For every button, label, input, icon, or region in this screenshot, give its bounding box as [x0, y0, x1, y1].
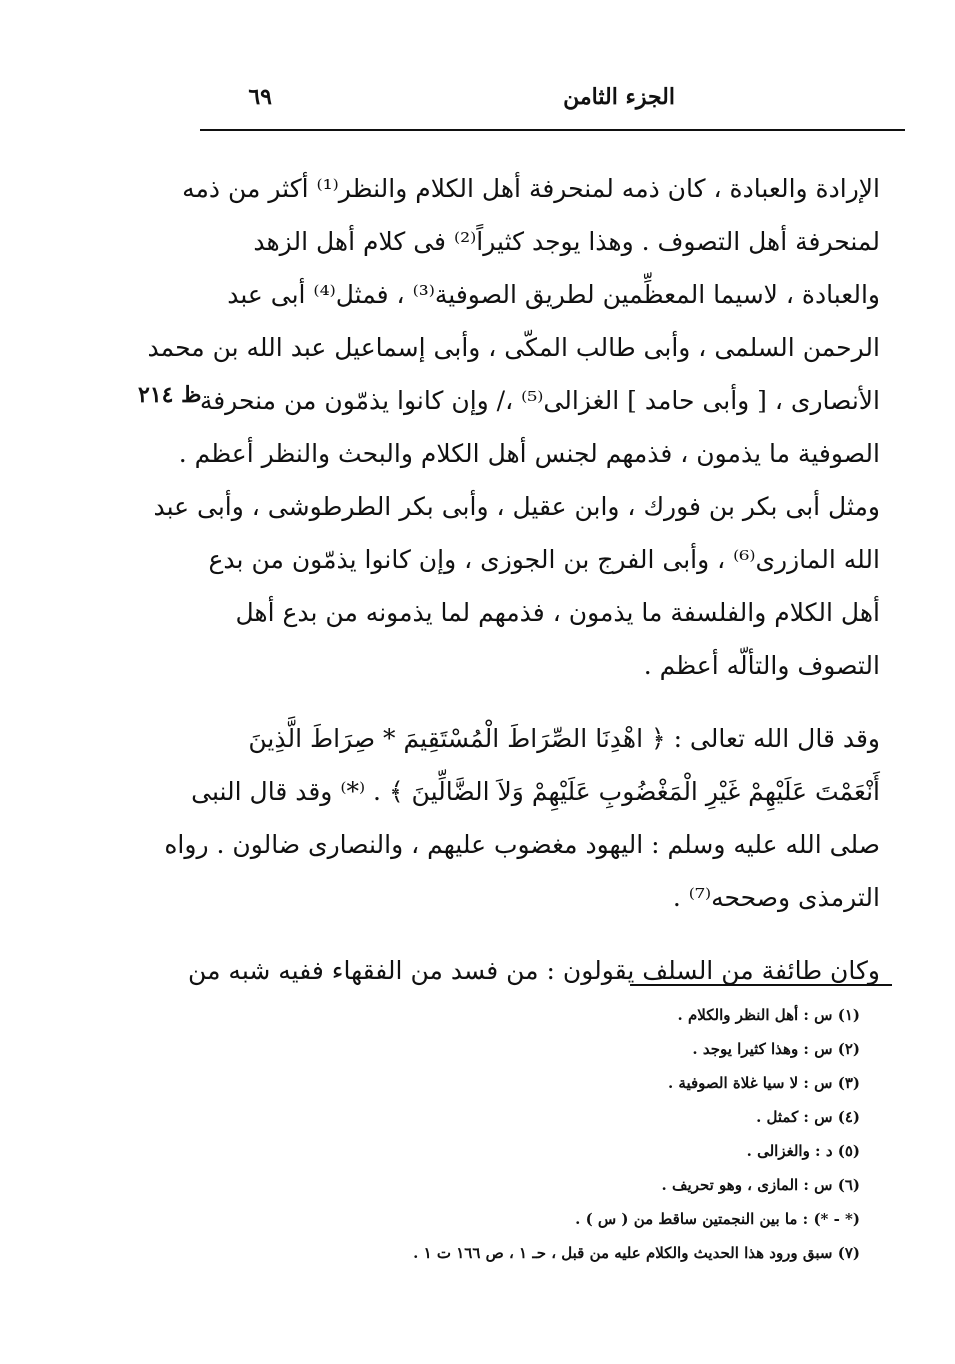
text-line: التصوف والتألّه أعظم . — [643, 651, 880, 680]
running-title: الجزء الثامن — [563, 84, 675, 110]
footnote: (٢) س : وهذا كثيرا يوجد . — [692, 1040, 860, 1058]
footnote-rule — [630, 984, 892, 986]
footnote: (٦) س : المازى ، وهو تحريف . — [661, 1176, 860, 1194]
footnote: (٣) س : لا سيا غلاة الصوفية . — [667, 1074, 860, 1092]
footnote: (٧) سبق ورود هذا الحديث والكلام عليه من قبل ، حـ ١ ، ص ١٦٦ ت ١ . — [413, 1244, 860, 1262]
text-line: الصوفية ما يذمون ، فذمهم لجنس أهل الكلام والبحث والنظر أعظم . — [178, 439, 880, 468]
text-line: أهل الكلام والفلسفة ما يذمون ، فذمهم لما يذمونه من بدع أهل — [235, 598, 880, 627]
text-line: الترمذى وصححه⁽⁷⁾ . — [672, 883, 880, 912]
text-line: وكان طائفة من السلف يقولون : من فسد من الفقهاء ففيه شبه من — [188, 956, 880, 985]
footnote: (٤) س : كمثل . — [756, 1108, 860, 1126]
quran-verse-line: وقد قال الله تعالى : ﴿ اهْدِنَا الصِّرَاطَ الْمُسْتَقِيمَ * صِرَاطَ الَّذِينَ — [248, 724, 880, 753]
text-line: الإرادة والعبادة ، كان ذمه لمنحرفة أهل الكلام والنظر⁽¹⁾ أكثر من ذمه — [182, 174, 880, 203]
footnote: (١) س : أهل النظر والكلام . — [677, 1006, 860, 1024]
header-rule — [200, 129, 905, 131]
text-line: لمنحرفة أهل التصوف . وهذا يوجد كثيراً⁽²⁾ فى كلام أهل الزهد — [253, 227, 880, 256]
text-line: والعبادة ، لاسيما المعظِّمين لطريق الصوفية⁽³⁾ ، فمثل⁽⁴⁾ أبى عبد — [227, 280, 880, 309]
footnote: (* - *) : ما بين النجمتين ساقط من ( س ) . — [575, 1210, 860, 1228]
manuscript-folio-note: ظ ٢١٤ — [138, 382, 202, 408]
footnotes — [300, 998, 860, 1270]
quran-verse-line: أَنْعَمْتَ عَلَيْهِمْ غَيْرِ الْمَغْضُوبِ عَلَيْهِمْ وَلاَ الضَّالِّينَ ﴾ . ⁽*⁾ وقد قال النبى — [191, 777, 880, 806]
text-line: ومثل أبى بكر بن فورك ، وابن عقيل ، وأبى بكر الطرطوشى ، وأبى عبد — [153, 492, 880, 521]
text-line: صلى الله عليه وسلم : اليهود مغضوب عليهم ، والنصارى ضالون . رواه — [164, 830, 880, 859]
page-number: ٦٩ — [248, 84, 272, 110]
text-line: الرحمن السلمى ، وأبى طالب المكّى ، وأبى إسماعيل عبد الله بن محمد — [147, 333, 880, 362]
text-line: الأنصارى ، [ وأبى حامد ] الغزالى⁽⁵⁾ ،/ وإن كانوا يذمّون من منحرفة — [199, 386, 880, 415]
footnote: (٥) د : والغزالى . — [746, 1142, 860, 1160]
text-line: الله المازرى⁽⁶⁾ ، وأبى الفرج بن الجوزى ، وإن كانوا يذمّون من بدع — [208, 545, 880, 574]
page-header — [200, 84, 900, 124]
